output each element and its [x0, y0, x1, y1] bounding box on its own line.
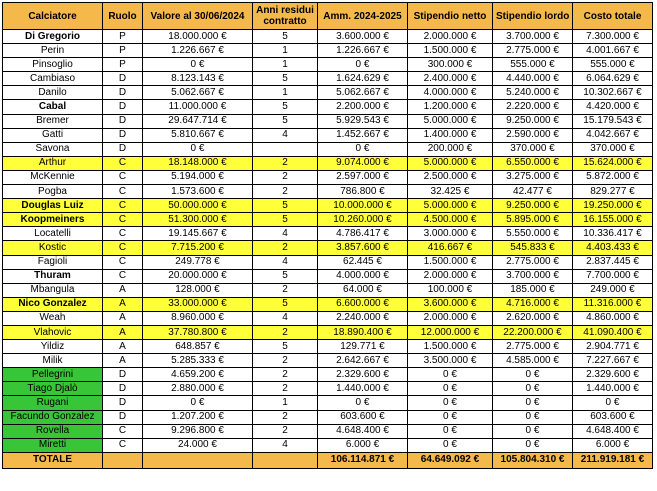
player-value: 18.000.000 €	[143, 30, 253, 44]
player-stipendio-lordo: 2.775.000 €	[493, 340, 573, 354]
player-stipendio-lordo: 2.775.000 €	[493, 44, 573, 58]
player-stipendio-netto: 2.000.000 €	[408, 311, 493, 325]
player-name: Perin	[3, 44, 103, 58]
player-stipendio-netto: 5.000.000 €	[408, 199, 493, 213]
player-stipendio-netto: 0 €	[408, 438, 493, 452]
player-ammortamento: 1.624.629 €	[318, 72, 408, 86]
player-stipendio-netto: 0 €	[408, 410, 493, 424]
table-row	[3, 269, 653, 283]
player-name: Milik	[3, 354, 103, 368]
player-stipendio-netto: 2.500.000 €	[408, 170, 493, 184]
player-years: 4	[253, 128, 318, 142]
player-stipendio-netto: 0 €	[408, 368, 493, 382]
player-stipendio-lordo: 0 €	[493, 396, 573, 410]
table-row	[3, 311, 653, 325]
player-ammortamento: 18.890.400 €	[318, 325, 408, 339]
player-years: 5	[253, 213, 318, 227]
player-stipendio-lordo: 4.440.000 €	[493, 72, 573, 86]
player-name: Thuram	[3, 269, 103, 283]
player-name: Douglas Luiz	[3, 199, 103, 213]
player-name: Facundo Gonzalez	[3, 410, 103, 424]
player-stipendio-lordo: 2.620.000 €	[493, 311, 573, 325]
total-empty-cell	[103, 452, 143, 468]
player-value: 18.148.000 €	[143, 156, 253, 170]
player-stipendio-netto: 4.000.000 €	[408, 86, 493, 100]
player-years: 1	[253, 58, 318, 72]
player-ammortamento: 0 €	[318, 58, 408, 72]
header-costo-totale: Costo totale	[573, 3, 653, 30]
player-costo: 0 €	[573, 396, 653, 410]
player-value: 2.880.000 €	[143, 382, 253, 396]
player-role: C	[103, 227, 143, 241]
player-ammortamento: 6.600.000 €	[318, 297, 408, 311]
player-years: 2	[253, 185, 318, 199]
player-years: 2	[253, 241, 318, 255]
player-value: 24.000 €	[143, 438, 253, 452]
player-role: P	[103, 44, 143, 58]
player-years: 4	[253, 255, 318, 269]
player-costo: 4.860.000 €	[573, 311, 653, 325]
player-stipendio-netto: 2.000.000 €	[408, 269, 493, 283]
player-role: A	[103, 340, 143, 354]
player-costo: 829.277 €	[573, 185, 653, 199]
player-ammortamento: 1.226.667 €	[318, 44, 408, 58]
player-stipendio-netto: 4.500.000 €	[408, 213, 493, 227]
player-ammortamento: 9.074.000 €	[318, 156, 408, 170]
player-costo: 15.624.000 €	[573, 156, 653, 170]
total-costo: 211.919.181 €	[573, 452, 653, 468]
player-stipendio-lordo: 0 €	[493, 438, 573, 452]
player-ammortamento: 3.857.600 €	[318, 241, 408, 255]
player-stipendio-netto: 2.000.000 €	[408, 30, 493, 44]
player-years	[253, 142, 318, 156]
player-role: C	[103, 438, 143, 452]
player-stipendio-lordo: 3.275.000 €	[493, 170, 573, 184]
player-value: 5.810.667 €	[143, 128, 253, 142]
player-stipendio-netto: 12.000.000 €	[408, 325, 493, 339]
player-costo: 4.001.667 €	[573, 44, 653, 58]
player-costo: 10.302.667 €	[573, 86, 653, 100]
total-label: TOTALE	[3, 452, 103, 468]
player-ammortamento: 129.771 €	[318, 340, 408, 354]
player-value: 5.194.000 €	[143, 170, 253, 184]
table-row	[3, 170, 653, 184]
player-years: 5	[253, 72, 318, 86]
player-costo: 6.064.629 €	[573, 72, 653, 86]
player-ammortamento: 5.929.543 €	[318, 114, 408, 128]
player-name: Cambiaso	[3, 72, 103, 86]
player-ammortamento: 2.642.667 €	[318, 354, 408, 368]
player-stipendio-lordo: 4.716.000 €	[493, 297, 573, 311]
player-value: 4.659.200 €	[143, 368, 253, 382]
player-role: D	[103, 368, 143, 382]
player-stipendio-netto: 2.400.000 €	[408, 72, 493, 86]
player-years: 5	[253, 199, 318, 213]
player-costo: 2.329.600 €	[573, 368, 653, 382]
player-stipendio-lordo: 22.200.000 €	[493, 325, 573, 339]
total-stipendio-lordo: 105.804.310 €	[493, 452, 573, 468]
table-row	[3, 30, 653, 44]
player-role: A	[103, 325, 143, 339]
player-value: 1.226.667 €	[143, 44, 253, 58]
player-ammortamento: 1.440.000 €	[318, 382, 408, 396]
table-row	[3, 44, 653, 58]
player-ammortamento: 62.445 €	[318, 255, 408, 269]
player-years: 2	[253, 325, 318, 339]
player-years: 2	[253, 424, 318, 438]
player-costo: 4.403.433 €	[573, 241, 653, 255]
player-name: Weah	[3, 311, 103, 325]
player-value: 19.145.667 €	[143, 227, 253, 241]
player-stipendio-lordo: 4.585.000 €	[493, 354, 573, 368]
player-costo: 19.250.000 €	[573, 199, 653, 213]
player-name: Di Gregorio	[3, 30, 103, 44]
table-row	[3, 72, 653, 86]
player-years: 5	[253, 340, 318, 354]
player-stipendio-netto: 1.500.000 €	[408, 340, 493, 354]
player-role: D	[103, 142, 143, 156]
player-role: C	[103, 156, 143, 170]
player-name: Pogba	[3, 185, 103, 199]
player-stipendio-netto: 5.000.000 €	[408, 156, 493, 170]
table-row	[3, 241, 653, 255]
player-costo: 2.837.445 €	[573, 255, 653, 269]
player-stipendio-lordo: 5.895.000 €	[493, 213, 573, 227]
player-role: D	[103, 382, 143, 396]
player-name: Cabal	[3, 100, 103, 114]
player-value: 249.778 €	[143, 255, 253, 269]
total-empty-cell	[143, 452, 253, 468]
table-row	[3, 86, 653, 100]
player-value: 0 €	[143, 396, 253, 410]
player-value: 1.207.200 €	[143, 410, 253, 424]
player-value: 1.573.600 €	[143, 185, 253, 199]
player-role: P	[103, 58, 143, 72]
player-costo: 555.000 €	[573, 58, 653, 72]
player-stipendio-lordo: 0 €	[493, 368, 573, 382]
player-ammortamento: 1.452.667 €	[318, 128, 408, 142]
player-stipendio-netto: 0 €	[408, 424, 493, 438]
player-name: Locatelli	[3, 227, 103, 241]
player-stipendio-lordo: 2.220.000 €	[493, 100, 573, 114]
player-stipendio-netto: 200.000 €	[408, 142, 493, 156]
player-role: D	[103, 86, 143, 100]
player-years: 5	[253, 297, 318, 311]
player-costo: 2.904.771 €	[573, 340, 653, 354]
header-calciatore: Calciatore	[3, 3, 103, 30]
player-stipendio-lordo: 2.590.000 €	[493, 128, 573, 142]
player-stipendio-lordo: 545.833 €	[493, 241, 573, 255]
player-years: 2	[253, 354, 318, 368]
player-costo: 4.042.667 €	[573, 128, 653, 142]
player-stipendio-lordo: 3.700.000 €	[493, 269, 573, 283]
player-stipendio-netto: 3.000.000 €	[408, 227, 493, 241]
player-name: Kostic	[3, 241, 103, 255]
player-years: 4	[253, 311, 318, 325]
player-years: 5	[253, 114, 318, 128]
player-ammortamento: 4.786.417 €	[318, 227, 408, 241]
player-ammortamento: 10.260.000 €	[318, 213, 408, 227]
player-years: 2	[253, 368, 318, 382]
header-stipendio-lordo: Stipendio lordo	[493, 3, 573, 30]
player-name: Koopmeiners	[3, 213, 103, 227]
player-stipendio-lordo: 9.250.000 €	[493, 199, 573, 213]
player-stipendio-lordo: 555.000 €	[493, 58, 573, 72]
player-stipendio-netto: 1.500.000 €	[408, 255, 493, 269]
player-costo: 7.700.000 €	[573, 269, 653, 283]
player-name: Rovella	[3, 424, 103, 438]
player-years: 5	[253, 269, 318, 283]
player-ammortamento: 2.240.000 €	[318, 311, 408, 325]
player-value: 8.123.143 €	[143, 72, 253, 86]
table-row	[3, 325, 653, 339]
table-row	[3, 58, 653, 72]
player-value: 37.780.800 €	[143, 325, 253, 339]
player-costo: 1.440.000 €	[573, 382, 653, 396]
player-name: Bremer	[3, 114, 103, 128]
player-years: 5	[253, 30, 318, 44]
player-stipendio-lordo: 370.000 €	[493, 142, 573, 156]
header-row	[3, 3, 653, 30]
player-years: 2	[253, 283, 318, 297]
player-value: 50.000.000 €	[143, 199, 253, 213]
player-ammortamento: 786.800 €	[318, 185, 408, 199]
player-name: Tiago Djalò	[3, 382, 103, 396]
table-row	[3, 382, 653, 396]
player-years: 2	[253, 410, 318, 424]
player-stipendio-lordo: 3.700.000 €	[493, 30, 573, 44]
player-costo: 5.872.000 €	[573, 170, 653, 184]
player-name: Rugani	[3, 396, 103, 410]
player-name: Gatti	[3, 128, 103, 142]
header-ruolo: Ruolo	[103, 3, 143, 30]
player-role: C	[103, 255, 143, 269]
player-role: C	[103, 424, 143, 438]
player-years: 4	[253, 438, 318, 452]
player-ammortamento: 2.597.000 €	[318, 170, 408, 184]
player-costo: 6.000 €	[573, 438, 653, 452]
player-costo: 16.155.000 €	[573, 213, 653, 227]
header-anni: Anni residui contratto	[253, 3, 318, 30]
table-row	[3, 156, 653, 170]
player-name: Mbangula	[3, 283, 103, 297]
player-stipendio-netto: 3.500.000 €	[408, 354, 493, 368]
player-value: 7.715.200 €	[143, 241, 253, 255]
player-stipendio-netto: 1.400.000 €	[408, 128, 493, 142]
player-role: P	[103, 30, 143, 44]
player-stipendio-lordo: 0 €	[493, 382, 573, 396]
player-value: 51.300.000 €	[143, 213, 253, 227]
player-costo: 10.336.417 €	[573, 227, 653, 241]
table-row	[3, 410, 653, 424]
player-stipendio-netto: 100.000 €	[408, 283, 493, 297]
table-row	[3, 255, 653, 269]
player-value: 33.000.000 €	[143, 297, 253, 311]
player-stipendio-lordo: 0 €	[493, 424, 573, 438]
player-stipendio-netto: 1.200.000 €	[408, 100, 493, 114]
player-role: C	[103, 241, 143, 255]
player-value: 5.062.667 €	[143, 86, 253, 100]
table-row	[3, 354, 653, 368]
player-costo: 4.648.400 €	[573, 424, 653, 438]
player-role: D	[103, 114, 143, 128]
player-ammortamento: 5.062.667 €	[318, 86, 408, 100]
player-role: D	[103, 100, 143, 114]
player-role: C	[103, 185, 143, 199]
player-ammortamento: 0 €	[318, 396, 408, 410]
player-stipendio-lordo: 0 €	[493, 410, 573, 424]
header-stipendio-netto: Stipendio netto	[408, 3, 493, 30]
player-name: Pellegrini	[3, 368, 103, 382]
player-stipendio-lordo: 42.477 €	[493, 185, 573, 199]
table-row	[3, 283, 653, 297]
player-role: C	[103, 170, 143, 184]
player-value: 128.000 €	[143, 283, 253, 297]
total-empty-cell	[253, 452, 318, 468]
player-name: Miretti	[3, 438, 103, 452]
player-name: Danilo	[3, 86, 103, 100]
player-value: 9.296.800 €	[143, 424, 253, 438]
player-value: 11.000.000 €	[143, 100, 253, 114]
total-stipendio-netto: 64.649.092 €	[408, 452, 493, 468]
player-stipendio-netto: 416.667 €	[408, 241, 493, 255]
player-ammortamento: 2.329.600 €	[318, 368, 408, 382]
player-stipendio-lordo: 2.775.000 €	[493, 255, 573, 269]
table-row	[3, 128, 653, 142]
player-ammortamento: 4.000.000 €	[318, 269, 408, 283]
player-role: C	[103, 199, 143, 213]
player-stipendio-lordo: 5.550.000 €	[493, 227, 573, 241]
table-row	[3, 114, 653, 128]
player-ammortamento: 64.000 €	[318, 283, 408, 297]
player-ammortamento: 0 €	[318, 142, 408, 156]
table-row	[3, 368, 653, 382]
player-value: 8.960.000 €	[143, 311, 253, 325]
player-years: 2	[253, 156, 318, 170]
header-valore: Valore al 30/06/2024	[143, 3, 253, 30]
player-costo: 4.420.000 €	[573, 100, 653, 114]
player-stipendio-lordo: 6.550.000 €	[493, 156, 573, 170]
player-role: D	[103, 72, 143, 86]
player-value: 20.000.000 €	[143, 269, 253, 283]
player-costo: 15.179.543 €	[573, 114, 653, 128]
player-years: 5	[253, 100, 318, 114]
table-row	[3, 297, 653, 311]
player-role: A	[103, 311, 143, 325]
player-role: A	[103, 354, 143, 368]
player-role: D	[103, 410, 143, 424]
player-ammortamento: 10.000.000 €	[318, 199, 408, 213]
player-years: 4	[253, 227, 318, 241]
header-ammortamento: Amm. 2024-2025	[318, 3, 408, 30]
player-years: 1	[253, 44, 318, 58]
player-role: D	[103, 128, 143, 142]
player-role: C	[103, 213, 143, 227]
player-stipendio-netto: 3.600.000 €	[408, 297, 493, 311]
player-costo: 370.000 €	[573, 142, 653, 156]
total-ammortamento: 106.114.871 €	[318, 452, 408, 468]
player-stipendio-lordo: 5.240.000 €	[493, 86, 573, 100]
player-ammortamento: 3.600.000 €	[318, 30, 408, 44]
player-costo: 7.227.667 €	[573, 354, 653, 368]
salary-table	[2, 2, 653, 469]
player-name: McKennie	[3, 170, 103, 184]
player-name: Savona	[3, 142, 103, 156]
player-stipendio-netto: 300.000 €	[408, 58, 493, 72]
player-costo: 603.600 €	[573, 410, 653, 424]
player-costo: 7.300.000 €	[573, 30, 653, 44]
player-name: Pinsoglio	[3, 58, 103, 72]
table-row	[3, 213, 653, 227]
table-row	[3, 100, 653, 114]
player-years: 2	[253, 382, 318, 396]
player-years: 2	[253, 170, 318, 184]
player-stipendio-netto: 5.000.000 €	[408, 114, 493, 128]
table-row	[3, 340, 653, 354]
table-row	[3, 424, 653, 438]
player-costo: 41.090.400 €	[573, 325, 653, 339]
player-ammortamento: 603.600 €	[318, 410, 408, 424]
player-name: Nico Gonzalez	[3, 297, 103, 311]
player-costo: 11.316.000 €	[573, 297, 653, 311]
player-name: Yildiz	[3, 340, 103, 354]
player-name: Arthur	[3, 156, 103, 170]
table-row	[3, 142, 653, 156]
player-name: Vlahovic	[3, 325, 103, 339]
player-stipendio-lordo: 9.250.000 €	[493, 114, 573, 128]
player-years: 1	[253, 396, 318, 410]
table-row	[3, 438, 653, 452]
player-stipendio-netto: 0 €	[408, 382, 493, 396]
player-ammortamento: 6.000 €	[318, 438, 408, 452]
player-role: D	[103, 396, 143, 410]
player-value: 29.647.714 €	[143, 114, 253, 128]
player-costo: 249.000 €	[573, 283, 653, 297]
player-ammortamento: 4.648.400 €	[318, 424, 408, 438]
table-row	[3, 185, 653, 199]
player-role: A	[103, 283, 143, 297]
table-row	[3, 199, 653, 213]
table-row	[3, 227, 653, 241]
player-value: 648.857 €	[143, 340, 253, 354]
player-value: 5.285.333 €	[143, 354, 253, 368]
player-ammortamento: 2.200.000 €	[318, 100, 408, 114]
player-role: C	[103, 269, 143, 283]
player-value: 0 €	[143, 142, 253, 156]
player-stipendio-netto: 0 €	[408, 396, 493, 410]
player-name: Fagioli	[3, 255, 103, 269]
player-value: 0 €	[143, 58, 253, 72]
player-years: 1	[253, 86, 318, 100]
player-stipendio-netto: 1.500.000 €	[408, 44, 493, 58]
table-row	[3, 396, 653, 410]
player-role: A	[103, 297, 143, 311]
total-row	[3, 452, 653, 468]
player-stipendio-netto: 32.425 €	[408, 185, 493, 199]
player-stipendio-lordo: 185.000 €	[493, 283, 573, 297]
